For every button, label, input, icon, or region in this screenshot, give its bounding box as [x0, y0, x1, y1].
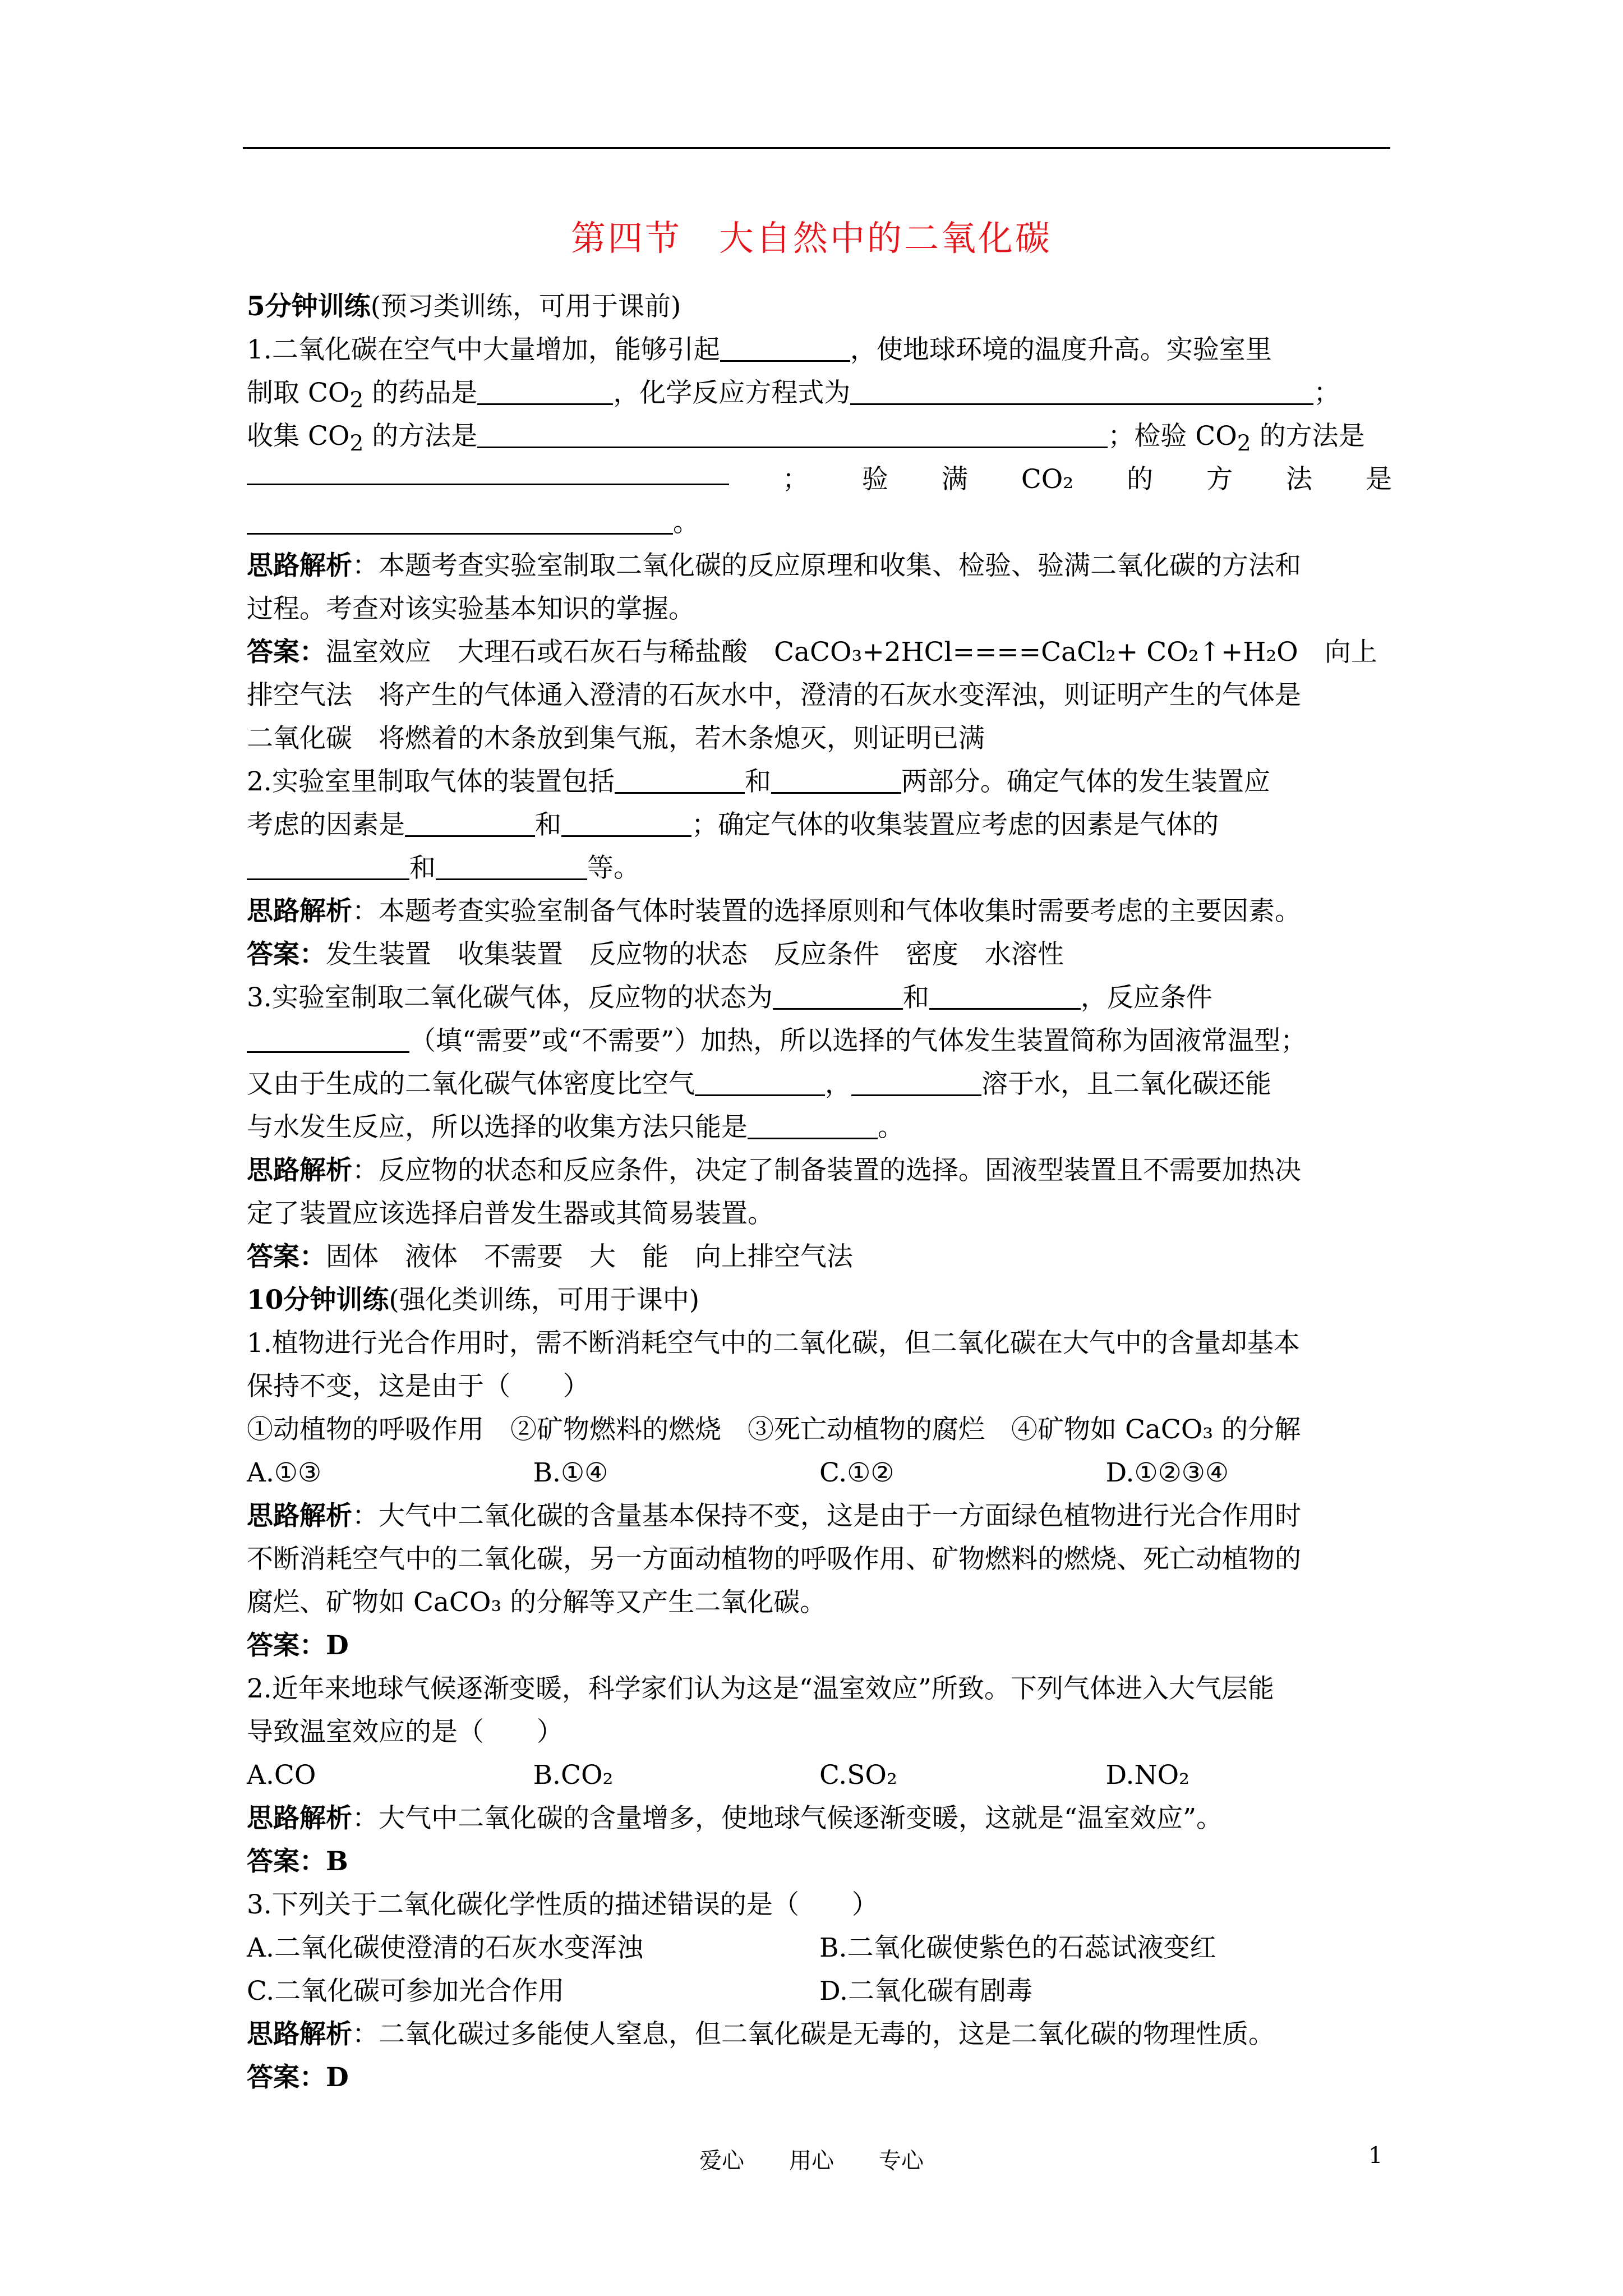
q5-2-line1 [247, 760, 1392, 803]
text: ：大气中二氧化碳的含量增多，使地球气候逐渐变暖，这就是“温室效应”。 [352, 1803, 1223, 1834]
text: ； [782, 464, 809, 495]
text: 等。 [587, 853, 640, 884]
text: 的药品是 [363, 378, 478, 408]
option-d: D.①②③④ [1105, 1457, 1229, 1488]
q10-1-line1: 1.植物进行光合作用时，需不断消耗空气中的二氧化碳，但二氧化碳在大气中的含量却基本 [247, 1328, 1300, 1359]
text: 收集 CO [247, 421, 350, 452]
q10-3-line1: 3.下列关于二氧化碳化学性质的描述错误的是（ ） [247, 1889, 878, 1920]
q5-1-line1 [247, 328, 1392, 371]
document-body [247, 285, 1392, 2099]
text: ：本题考查实验室制备气体时装置的选择原则和气体收集时需要考虑的主要因素。 [352, 896, 1301, 927]
answer-blank [850, 378, 1313, 405]
analysis-label: 思路解析 [247, 2019, 352, 2050]
text: CO₂ [1021, 464, 1074, 495]
text: ，使地球环境的温度升高。实验室里 [850, 334, 1272, 365]
text: 温室效应 大理石或石灰石与稀盐酸 CaCO₃+2HCl====CaCl₂+ CO₂↑+H₂O 向上 [326, 637, 1377, 668]
answer-blank [748, 1112, 878, 1139]
q5-1-line3: 收集 $CO_2$ 的方法是 ；检验 $CO_2$ 的方法是 [247, 421, 1365, 457]
text: 和 [535, 809, 561, 840]
answer-blank [773, 982, 903, 1010]
text: ， [825, 1069, 851, 1099]
text: 的 [1127, 464, 1154, 495]
text: 1.二氧化碳在空气中大量增加，能够引起 [247, 334, 720, 365]
analysis-label: 思路解析 [247, 896, 352, 927]
answer-blank [247, 853, 409, 880]
q10-1-line3: ①动植物的呼吸作用 ②矿物燃料的燃烧 ③死亡动植物的腐烂 ④矿物如 CaCO₃ 的分解 [247, 1414, 1301, 1445]
text: ； [1313, 378, 1340, 408]
text: 。 [878, 1112, 904, 1143]
analysis-line [247, 1797, 1392, 1840]
text: 满 [941, 464, 968, 495]
text: 两部分。确定气体的发生装置应 [901, 766, 1270, 797]
analysis-line [247, 1494, 1392, 1538]
answer-line [247, 1235, 1392, 1278]
section-heading-10min [247, 1278, 1392, 1322]
text: 与水发生反应，所以选择的收集方法只能是 [247, 1112, 748, 1143]
page-title: 第四节 大自然中的二氧化碳 [570, 218, 1052, 259]
answer-blank [615, 766, 745, 794]
option-c: C.①② [819, 1457, 895, 1488]
analysis-label: 思路解析 [247, 1155, 352, 1186]
answer-blank [851, 1069, 981, 1096]
text: 。 [673, 507, 699, 538]
answer-line: 排空气法 将产生的气体通入澄清的石灰水中，澄清的石灰水变浑浊，则证明产生的气体是 [247, 680, 1301, 711]
analysis-line: 不断消耗空气中的二氧化碳，另一方面动植物的呼吸作用、矿物燃料的燃烧、死亡动植物的 [247, 1544, 1301, 1575]
text: ；检验 CO [1108, 421, 1237, 452]
page-footer: 爱心 用心 专心 [699, 2148, 924, 2174]
option-c: C.二氧化碳可参加光合作用 [247, 1976, 565, 2007]
page-number: 1 [1368, 2143, 1383, 2169]
answer-label: 答案： [247, 939, 326, 970]
option-d: D.二氧化碳有剧毒 [819, 1976, 1032, 2007]
answer-label: 答案： [247, 637, 326, 668]
header-rule [243, 147, 1390, 149]
q5-3-line2 [247, 1019, 1392, 1062]
analysis-label: 思路解析 [247, 1803, 352, 1834]
text: 和 [902, 982, 929, 1013]
text: 验 [861, 464, 888, 495]
answer-blank [929, 982, 1081, 1010]
answer-label: 答案： [247, 1846, 326, 1877]
analysis-line: 定了装置应该选择启普发生器或其简易装置。 [247, 1198, 774, 1229]
q10-2-line2: 导致温室效应的是（ ） [247, 1717, 563, 1747]
option-d: D.NO₂ [1105, 1760, 1189, 1791]
q10-2-line1: 2.近年来地球气候逐渐变暖，科学家们认为这是“温室效应”所致。下列气体进入大气层能 [247, 1673, 1274, 1704]
text: 法 [1286, 464, 1313, 495]
analysis-line [247, 1149, 1392, 1192]
answer-blank [405, 809, 535, 837]
q10-1-options [247, 1451, 1392, 1494]
q5-3-line3 [247, 1062, 1392, 1106]
text: 制取 CO [247, 378, 350, 408]
q5-1-line4 [247, 458, 1392, 501]
text: D [326, 1630, 349, 1661]
text: 方 [1206, 464, 1233, 495]
answer-blank [561, 809, 691, 837]
q10-3-options-cd [247, 1970, 1392, 2013]
text: 固体 液体 不需要 大 能 向上排空气法 [326, 1241, 853, 1272]
text: ；确定气体的收集装置应考虑的因素是气体的 [691, 809, 1219, 840]
answer-blank [720, 334, 850, 362]
text: 3.实验室制取二氧化碳气体，反应物的状态为 [247, 982, 773, 1013]
answer-blank [695, 1069, 825, 1096]
text: 和 [744, 766, 771, 797]
answer-blank [771, 766, 901, 794]
q10-1-line2: 保持不变，这是由于（ ） [247, 1371, 589, 1402]
option-b: B.二氧化碳使紫色的石蕊试液变红 [819, 1932, 1216, 1963]
answer-label: 答案： [247, 2062, 326, 2093]
text: 考虑的因素是 [247, 809, 405, 840]
option-a: A.①③ [247, 1457, 322, 1488]
answer-line [247, 631, 1392, 674]
option-a: A.二氧化碳使澄清的石灰水变浑浊 [247, 1932, 643, 1963]
answer-line [247, 1840, 1392, 1883]
answer-blank [247, 458, 729, 485]
option-b: B.CO₂ [533, 1760, 614, 1791]
text: 的方法是 [1251, 421, 1365, 452]
analysis-label: 思路解析 [247, 550, 352, 581]
answer-line: 二氧化碳 将燃着的木条放到集气瓶，若木条熄灭，则证明已满 [247, 723, 985, 754]
text: ：反应物的状态和反应条件，决定了制备装置的选择。固液型装置且不需要加热决 [352, 1155, 1301, 1186]
q5-3-line1 [247, 976, 1392, 1019]
analysis-line [247, 890, 1392, 933]
answer-line [247, 2056, 1392, 2099]
text: ：本题考查实验室制取二氧化碳的反应原理和收集、检验、验满二氧化碳的方法和 [352, 550, 1301, 581]
option-b: B.①④ [533, 1457, 608, 1488]
text: 是 [1365, 464, 1392, 495]
q10-2-options [247, 1754, 1392, 1797]
text: 2.实验室里制取气体的装置包括 [247, 766, 615, 797]
text: ：大气中二氧化碳的含量基本保持不变，这是由于一方面绿色植物进行光合作用时 [352, 1501, 1301, 1531]
q5-3-line4 [247, 1106, 1392, 1149]
option-a: A.CO [247, 1760, 316, 1791]
q5-2-line3 [247, 846, 1392, 890]
option-c: C.SO₂ [819, 1760, 897, 1791]
section-sub: (强化类训练，可用于课中) [389, 1285, 700, 1315]
text: B [326, 1846, 348, 1877]
analysis-line: 过程。考查对该实验基本知识的掌握。 [247, 593, 695, 624]
text: 的方法是 [363, 421, 478, 452]
text: D [326, 2062, 349, 2093]
text: 溶于水，且二氧化碳还能 [981, 1069, 1271, 1099]
answer-blank [477, 421, 1108, 448]
section-sub: (预习类训练，可用于课前) [370, 291, 681, 322]
answer-label: 答案： [247, 1630, 326, 1661]
analysis-line: 腐烂、矿物如 CaCO₃ 的分解等又产生二氧化碳。 [247, 1587, 827, 1618]
answer-line [247, 933, 1392, 976]
analysis-label: 思路解析 [247, 1501, 352, 1531]
analysis-line [247, 2013, 1392, 2056]
q5-1-line5 [247, 501, 1392, 544]
answer-blank [247, 507, 673, 535]
text: ，反应条件 [1080, 982, 1212, 1013]
text: 又由于生成的二氧化碳气体密度比空气 [247, 1069, 695, 1099]
answer-blank [247, 1025, 409, 1053]
answer-blank [436, 853, 587, 880]
q5-1-line2: 制取 $CO_2$ 的药品是 ，化学反应方程式为 ； [247, 378, 1340, 413]
text: 发生装置 收集装置 反应物的状态 反应条件 密度 水溶性 [326, 939, 1064, 970]
answer-blank [477, 378, 613, 405]
section-head: 5分钟训练 [247, 291, 371, 322]
text: ，化学反应方程式为 [613, 378, 851, 408]
text: ：二氧化碳过多能使人窒息，但二氧化碳是无毒的，这是二氧化碳的物理性质。 [352, 2019, 1275, 2050]
text: 和 [409, 853, 436, 884]
answer-label: 答案： [247, 1241, 326, 1272]
analysis-line [247, 544, 1392, 587]
q5-2-line2 [247, 803, 1392, 846]
section-heading-5min [247, 285, 1392, 328]
section-head: 10分钟训练 [247, 1285, 389, 1315]
text: （填“需要”或“不需要”）加热，所以选择的气体发生装置简称为固液常温型； [409, 1025, 1307, 1056]
q10-3-options-ab [247, 1926, 1392, 1970]
answer-line [247, 1624, 1392, 1667]
